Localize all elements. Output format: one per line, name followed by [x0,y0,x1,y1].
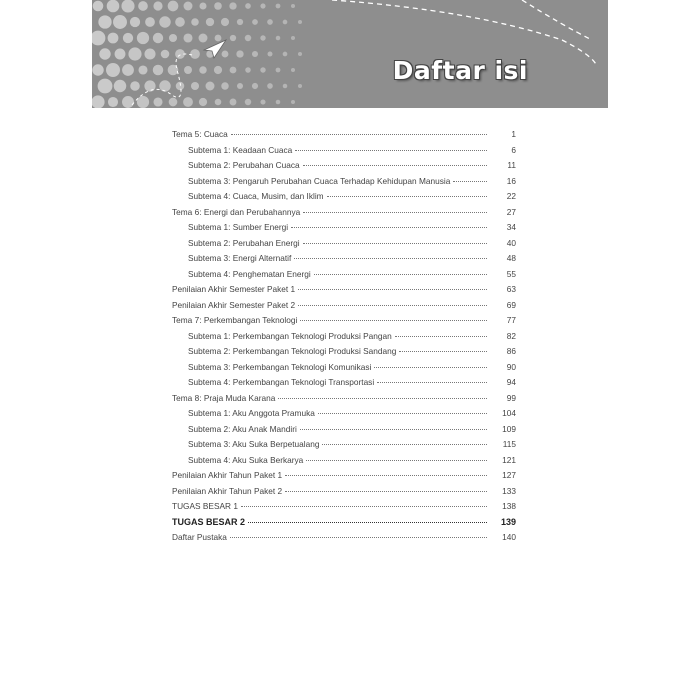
decorative-dot [221,18,229,26]
toc-entry-page: 6 [511,144,516,155]
decorative-dot [214,2,222,10]
dashed-flight-path [522,0,592,40]
decorative-dot [123,33,133,43]
toc-entry-label: Daftar Pustaka [172,532,227,542]
header-banner [92,0,608,108]
decorative-dot [260,67,265,72]
decorative-dot [122,64,134,76]
decorative-dot [276,68,281,73]
toc-entry-page: 109 [502,423,516,434]
decorative-dot [175,17,185,27]
toc-entry-label: Subtema 4: Penghematan Energi [188,268,311,279]
toc-entry[interactable] [172,207,516,223]
toc-entry-label: Subtema 4: Cuaca, Musim, dan Iklim [188,191,324,201]
toc-entry-label: Subtema 4: Aku Suka Berkarya [188,454,304,465]
dot-pattern-decoration [92,0,608,108]
decorative-dot [245,35,252,42]
decorative-dot [108,97,118,107]
decorative-dot [161,50,170,59]
toc-subentry[interactable] [172,346,516,362]
dot-leader [374,367,487,368]
dot-leader [399,351,487,352]
decorative-dot [230,35,236,41]
toc-entry[interactable] [172,501,516,517]
toc-subentry[interactable] [172,439,516,455]
dot-leader [285,475,487,476]
dot-leader [377,382,487,383]
decorative-dot [214,66,222,74]
decorative-dot [267,83,273,89]
decorative-dot [267,19,273,25]
decorative-dot [298,20,302,24]
decorative-dot [153,33,163,43]
decorative-dot [298,52,302,56]
decorative-dot [92,64,103,75]
toc-entry[interactable] [172,129,516,145]
dot-leader [303,212,487,213]
decorative-dot [291,36,295,40]
dot-leader [298,289,487,290]
toc-entry-label: Penilaian Akhir Semester Paket 2 [172,299,296,310]
toc-entry-label: Subtema 2: Perkembangan Teknologi Produksi Sandang [188,346,397,356]
decorative-dot [222,51,229,58]
decorative-dot [252,51,258,57]
toc-entry-label: Tema 6: Energi dan Perubahannya [172,206,301,217]
toc-entry-page: 133 [502,485,516,496]
decorative-dot [199,66,206,73]
decorative-dot [153,1,162,10]
toc-subentry[interactable] [172,191,516,207]
toc-entry-page: 27 [506,206,516,217]
toc-entry-page: 1 [511,129,516,139]
toc-subentry[interactable] [172,238,516,254]
toc-entry[interactable] [172,486,516,502]
toc-entry-label: Tema 5: Cuaca [172,129,228,139]
decorative-dot [138,1,148,11]
decorative-dot [206,18,214,26]
decorative-dot [175,49,185,59]
toc-entry-page: 69 [506,299,516,310]
toc-entry-label: Penilaian Akhir Tahun Paket 2 [172,485,283,496]
decorative-dot [138,65,147,74]
toc-entry-page: 115 [502,439,516,449]
decorative-dot [159,80,170,91]
toc-subentry[interactable] [172,331,516,347]
decorative-dot [298,84,302,88]
toc-subentry[interactable] [172,253,516,269]
decorative-dot [245,3,251,9]
decorative-dot [291,68,295,72]
decorative-dot [237,19,243,25]
toc-subentry[interactable] [172,362,516,378]
table-of-contents [172,129,516,548]
toc-entry-page: 86 [506,346,516,356]
decorative-dot [199,98,207,106]
toc-entry-label: Subtema 2: Perubahan Cuaca [188,160,300,170]
decorative-dot [237,83,243,89]
decorative-dot [267,51,272,56]
toc-entry-label: Penilaian Akhir Semester Paket 1 [172,284,296,294]
decorative-dot [130,17,140,27]
decorative-dot [108,33,119,44]
toc-entry-page: 104 [502,408,516,418]
decorative-dot [153,97,162,106]
toc-entry-page: 90 [506,361,516,372]
decorative-dot [92,31,105,46]
decorative-dot [107,0,120,12]
toc-subentry[interactable] [172,160,516,176]
decorative-dot [128,47,141,60]
decorative-dot [99,48,110,59]
toc-entry-page: 34 [506,222,516,232]
decorative-dot [93,1,104,12]
page-title: Daftar isi [392,56,528,85]
decorative-dot [199,34,208,43]
decorative-dot [283,20,288,25]
decorative-dot [183,97,193,107]
decorative-dot [291,4,295,8]
toc-entry-label: Penilaian Akhir Tahun Paket 1 [172,470,283,480]
decorative-dot [230,99,237,106]
toc-entry-label: Subtema 1: Keadaan Cuaca [188,144,293,155]
decorative-dot [168,1,179,12]
toc-entry[interactable] [172,300,516,316]
decorative-dot [137,96,149,108]
toc-entry-label: Subtema 1: Aku Anggota Pramuka [188,408,315,418]
dot-leader [241,506,487,507]
decorative-dot [113,15,127,29]
toc-subentry[interactable] [172,222,516,238]
dot-leader [300,429,487,430]
toc-subentry[interactable] [172,408,516,424]
dot-leader [306,460,487,461]
toc-subentry[interactable] [172,145,516,161]
decorative-dot [114,80,127,93]
decorative-dot [245,67,251,73]
decorative-dot [106,63,120,77]
toc-entry[interactable] [172,393,516,409]
decorative-dot [137,32,149,44]
decorative-dot [190,49,200,59]
decorative-dot [121,0,134,13]
decorative-dot [98,15,111,28]
toc-entry-page: 139 [500,516,516,527]
decorative-dot [283,84,288,89]
toc-entry-label: Subtema 2: Aku Anak Mandiri [188,423,297,434]
toc-entry-label: TUGAS BESAR 2 [172,516,246,527]
dot-leader [230,537,487,538]
toc-entry-page: 16 [506,175,516,186]
decorative-dot [122,96,134,108]
decorative-dot [159,16,170,27]
decorative-dot [236,50,243,57]
toc-entry-label: Subtema 3: Aku Suka Berpetualang [188,439,320,449]
toc-entry-page: 127 [502,470,516,480]
dot-leader [300,320,487,321]
toc-entry-label: Tema 7: Perkembangan Teknologi [172,315,298,325]
dot-leader [314,274,487,275]
decorative-dot [144,80,155,91]
dot-leader [303,243,487,244]
dot-leader [295,150,487,151]
decorative-dot [229,2,236,9]
toc-entry-label: Subtema 1: Sumber Energi [188,222,289,232]
toc-entry-label: Subtema 2: Perubahan Energi [188,237,300,248]
decorative-dot [276,4,281,9]
decorative-dot [169,34,177,42]
decorative-dot [276,36,281,41]
toc-subentry[interactable] [172,455,516,471]
decorative-dot [221,82,229,90]
toc-entry-page: 11 [507,160,516,170]
decorative-dot [215,35,222,42]
toc-entry-page: 22 [506,191,516,201]
decorative-dot [230,67,237,74]
decorative-dot [153,65,163,75]
dot-leader [318,413,487,414]
toc-entry-page: 94 [506,377,516,387]
dot-leader [248,522,487,523]
toc-subentry[interactable] [172,269,516,285]
decorative-dot [199,2,206,9]
dot-leader [298,305,487,306]
toc-entry-page: 48 [506,253,516,263]
toc-entry-label: Subtema 4: Perkembangan Teknologi Transportasi [188,377,375,387]
decorative-dot [215,99,222,106]
decorative-dot [144,48,155,59]
toc-entry-page: 55 [506,268,516,279]
dot-leader [327,196,487,197]
toc-entry-label: TUGAS BESAR 1 [172,501,238,511]
decorative-dot [115,49,126,60]
toc-entry-page: 40 [506,237,516,248]
decorative-dot [169,98,178,107]
decorative-dot [252,19,258,25]
toc-subentry[interactable] [172,377,516,393]
decorative-dot [184,66,192,74]
toc-entry[interactable] [172,315,516,331]
dot-leader [285,491,487,492]
toc-entry[interactable] [172,532,516,548]
dot-leader [453,181,487,182]
decorative-dot [205,81,214,90]
toc-entry-page: 77 [506,315,516,325]
toc-entry[interactable] [172,284,516,300]
toc-entry[interactable] [172,517,516,533]
decorative-dot [183,33,192,42]
toc-entry-page: 138 [502,501,516,511]
decorative-dot [276,100,281,105]
dot-leader [291,227,487,228]
decorative-dot [260,3,265,8]
decorative-dot [130,81,140,91]
dot-leader [322,444,487,445]
toc-entry-label: Subtema 3: Pengaruh Perubahan Cuaca Terhadap Kehidupan Manusia [188,175,451,186]
dot-leader [231,134,487,135]
decorative-dot [92,95,105,108]
dot-leader [395,336,487,337]
decorative-dot [260,35,265,40]
dot-leader [294,258,487,259]
toc-entry-label: Tema 8: Praja Muda Karana [172,392,276,403]
toc-entry-label: Subtema 3: Perkembangan Teknologi Komunikasi [188,361,372,372]
decorative-dot [252,83,258,89]
decorative-dot [291,100,295,104]
dot-leader [278,398,487,399]
toc-entry-page: 63 [506,284,516,294]
decorative-dot [191,18,199,26]
decorative-dot [245,99,251,105]
dot-leader [303,165,487,166]
decorative-dot [98,79,113,94]
decorative-dot [283,52,288,57]
decorative-dot [191,82,199,90]
toc-subentry[interactable] [172,176,516,192]
toc-entry[interactable] [172,470,516,486]
decorative-dot [145,17,155,27]
toc-entry-page: 99 [506,392,516,403]
toc-subentry[interactable] [172,424,516,440]
toc-entry-label: Subtema 3: Energi Alternatif [188,253,292,263]
toc-entry-label: Subtema 1: Perkembangan Teknologi Produksi Pangan [188,330,392,341]
toc-entry-page: 140 [502,532,516,542]
decorative-dot [184,2,193,11]
decorative-dot [260,99,265,104]
toc-entry-page: 82 [506,330,516,341]
toc-entry-page: 121 [502,454,516,465]
